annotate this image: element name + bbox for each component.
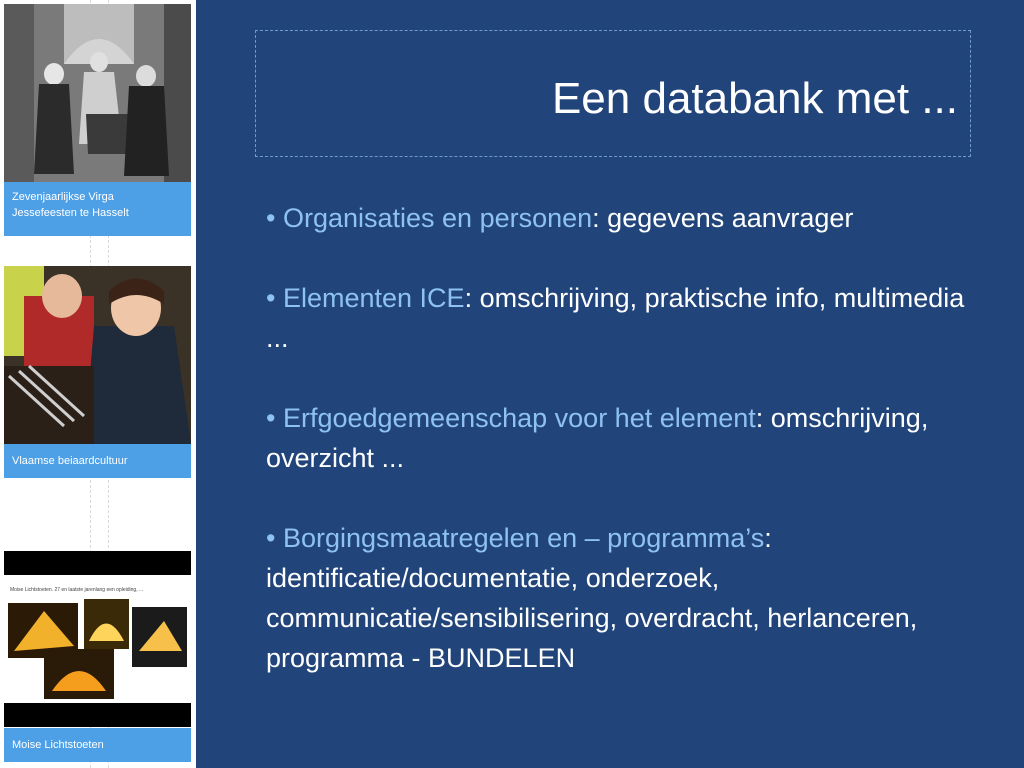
caption-line: Vlaamse beiaardcultuur [12, 455, 128, 467]
caption-line: Zevenjaarlijkse Virga [12, 191, 114, 203]
image-sidebar [0, 0, 196, 768]
bullet-list [266, 198, 986, 718]
caption-line: Jessefeesten te Hasselt [12, 207, 129, 219]
title-placeholder [255, 30, 971, 157]
bullet-highlight: Erfgoedgemeenschap voor het element [282, 403, 756, 433]
slide-title: Een databank met ... [551, 74, 958, 123]
bullet-item [266, 198, 986, 238]
bullet-marker: • [266, 283, 276, 313]
bullet-marker: • [266, 403, 276, 433]
bullet-marker: • [266, 523, 276, 553]
carillon-photo [4, 266, 191, 444]
bullet-item [266, 518, 986, 678]
bullet-text: : gegevens aanvrager [592, 203, 854, 233]
photo-note: Moise Lichtstoeten. 27 en laatste jarenlang een opleiding, ... [10, 587, 144, 593]
bullet-item [266, 278, 986, 358]
bullet-text: : omschrijving, overzicht ... [266, 403, 929, 473]
bullet-text: : omschrijving, praktische info, multimedia ... [266, 283, 965, 353]
bullet-marker: • [266, 203, 276, 233]
bullet-highlight: Organisaties en personen [282, 203, 593, 233]
caption-moise [4, 728, 191, 762]
caption-virga [4, 182, 191, 236]
procession-photo [4, 4, 191, 182]
caption-beiaard [4, 444, 191, 478]
caption-line: Moise Lichtstoeten [12, 739, 104, 751]
bullet-text: : identificatie/documentatie, onderzoek, communicatie/sensibilisering, overdracht, herlanceren, programma - BUNDELEN [266, 523, 918, 673]
bullet-highlight: Borgingsmaatregelen en – programma’s [282, 523, 765, 553]
light-procession-photo [4, 551, 191, 727]
bullet-highlight: Elementen ICE [282, 283, 465, 313]
bullet-item [266, 398, 986, 478]
